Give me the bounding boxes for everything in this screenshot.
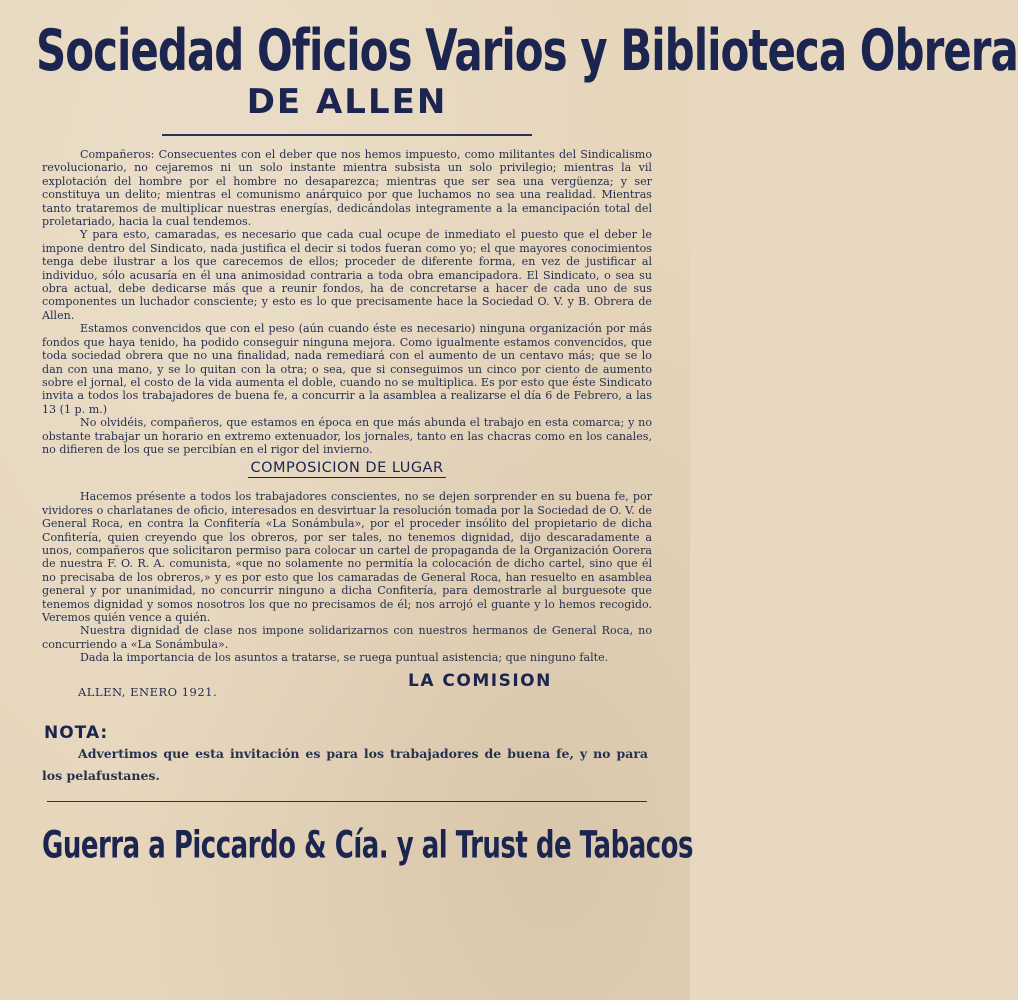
section-heading-text: COMPOSICION DE LUGAR: [250, 460, 444, 477]
section-paragraph-3: Dada la importancia de los asuntos a tratarse, se ruega puntual asistencia; que ninguno falte.: [80, 651, 609, 665]
place-date: ALLEN, ENERO 1921.: [78, 684, 218, 699]
commission-signature: LA COMISION: [408, 670, 552, 691]
nota-label: NOTA:: [44, 722, 109, 743]
section-heading: [42, 460, 652, 476]
footer-slogan: Guerra a Piccardo & Cía. y al Trust de Tabacos: [42, 824, 694, 868]
nota-text: Advertimos que esta invitación es para los trabajadores de buena fe, y no para los pelafustanes.: [42, 745, 648, 783]
title-divider: [162, 134, 532, 136]
section-paragraph-2: Nuestra dignidad de clase nos impone solidarizarnos con nuestros hermanos de General Roca, no concurriendo a «La Sonámbula».: [42, 624, 652, 651]
leaflet-title: Sociedad Oficios Varios y Biblioteca Obrera: [36, 17, 1018, 84]
section-paragraph-1: Hacemos présente a todos los trabajadores conscientes, no se dejen sorprender en su buena fe, por vividores o charlatanes de oficio, interesados en desvirtuar la resolución tomada por la Sociedad de O. V. de General Roca, en contra la Confitería «La Sonámbula», por el proceder insólito del propietario de dicha Confitería, quien creyendo que los obreros, por ser tales, no tenemos dignidad, dijo descaradamente a unos, compañeros que solicitaron permiso para colocar un cartel de propaganda de la Organización Oorera de nuestra F. O. R. A. comunista, «que no solamente no permitía la colocación de dicho cartel, sino que él no precisaba de los obreros,» y es por esto que los camaradas de General Roca, han resuelto en asamblea general y por unanimidad, no concurrir ninguno a dicha Confitería, para demostrarle al burguesote que tenemos dignidad y somos nosotros los que no precisamos de él; nos arrojó el guante y lo hemos recogido. Veremos quién vence a quién.: [42, 490, 652, 624]
body-paragraph-4: No olvidéis, compañeros, que estamos en época en que más abunda el trabajo en esta comarca; y no obstante trabajar un horario en extremo extenuador, los jornales, tanto en las chacras como en los canales, no difieren de los que se percibían en el rigor del invierno.: [42, 416, 652, 456]
footer-divider: [47, 801, 647, 803]
section-body: [42, 490, 652, 664]
body-paragraph-3: Estamos convencidos que con el peso (aún cuando éste es necesario) ninguna organización por más fondos que haya tenido, ha podido conseguir ninguna mejora. Como igualmente estamos convencidos, que toda sociedad obrera que no una finalidad, nada remediará con el aumento de un centavo más; que se lo dan con una mano, y se lo quitan con la otra; o sea, que si conseguimos un cinco por ciento de aumento sobre el jornal, el costo de la vida aumenta el doble, cuando no se multiplica. Es por esto que éste Sindicato invita a todos los trabajadores de buena fe, a concurrir a la asamblea a realizarse el día 6 de Febrero, a las 13 (1 p. m.): [42, 322, 652, 416]
signature-row: [42, 671, 652, 707]
body-paragraph-2: Y para esto, camaradas, es necesario que cada cual ocupe de inmediato el puesto que el deber le impone dentro del Sindicato, nada justifica el decir si todos fueran como yo; el que mayores conocimientos tenga debe ilustrar a los que carecemos de ellos; proceder de diferente forma, en vez de justificar al individuo, sólo acusaría en él una animosidad contraria a toda obra emancipadora. El Sindicato, o sea su obra actual, debe dedicarse más que a reunir fondos, ha de concretarse a hacer de cada uno de sus componentes un luchador consciente; y esto es lo que precisamente hace la Sociedad O. V. y B. Obrera de Allen.: [42, 228, 652, 322]
leaflet-subtitle: DE ALLEN: [246, 82, 448, 122]
main-body: [42, 148, 652, 456]
body-paragraph-1: Compañeros: Consecuentes con el deber que nos hemos impuesto, como militantes del Sindicalismo revolucionario, no cejaremos ni un solo instante mientra subsista un solo privilegio; mientras la vil explotación del hombre por el hombre no desaparezca; mientras que ser sea una vergüenza; y ser constituya un delito; mientras el comunismo anárquico por que luchamos no sea una realidad. Mientras tanto trataremos de multiplicar nuestras energías, dedicándolas integramente a la emancipación total del proletariado, hacia la cual tendemos.: [42, 148, 652, 229]
